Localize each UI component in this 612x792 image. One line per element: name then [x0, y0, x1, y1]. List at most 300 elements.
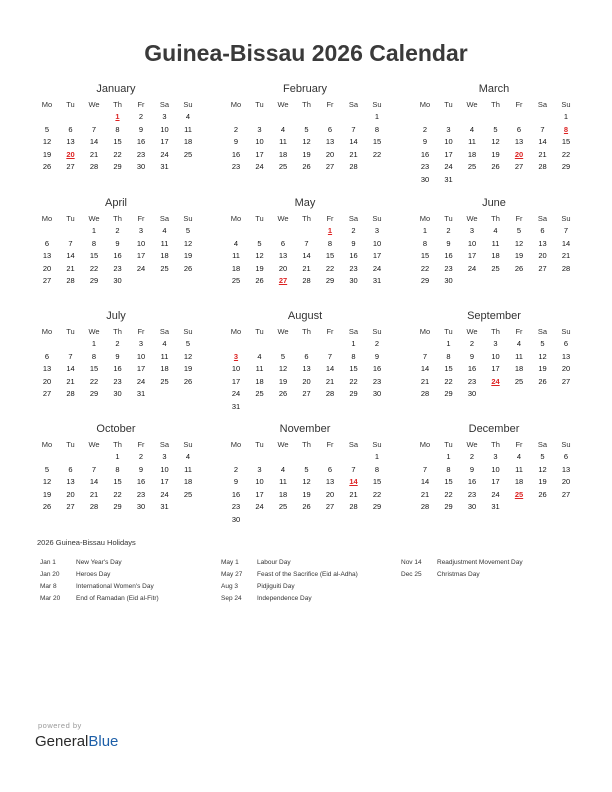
- day-cell: 8: [446, 464, 451, 474]
- weekday-header: Sa: [348, 214, 359, 223]
- day-cell: 13: [66, 477, 75, 486]
- day-cell: 25: [467, 162, 477, 171]
- weekday-header: Sa: [159, 214, 170, 223]
- weekday-header: We: [466, 440, 478, 449]
- day-cell: 5: [44, 464, 50, 474]
- holiday-day-cell: 25: [514, 489, 524, 499]
- day-cell: 23: [231, 162, 241, 171]
- day-cell: 22: [113, 149, 122, 159]
- weekday-header: Tu: [444, 327, 453, 336]
- day-cell: 20: [278, 263, 288, 273]
- weekday-header: Th: [491, 327, 500, 336]
- day-cell: 21: [89, 489, 99, 499]
- day-cell: 6: [304, 351, 309, 361]
- day-cell: 18: [183, 477, 193, 486]
- day-cell: 24: [491, 489, 500, 499]
- day-cell: 13: [66, 137, 75, 146]
- day-cell: 9: [422, 137, 428, 146]
- weekday-header: Fr: [515, 100, 523, 109]
- weekday-header: Th: [302, 440, 311, 449]
- day-cell: 4: [257, 351, 262, 361]
- weekday-header: We: [88, 100, 100, 109]
- day-cell: 20: [66, 489, 75, 499]
- holiday-day-cell: 27: [278, 276, 288, 285]
- holiday-name: Pidjiguiti Day: [257, 583, 295, 590]
- weekday-header: Su: [183, 214, 193, 223]
- day-cell: 6: [540, 226, 545, 235]
- day-cell: 3: [162, 452, 167, 461]
- weekday-header: We: [277, 327, 289, 336]
- day-cell: 25: [514, 376, 524, 386]
- holiday-date: Aug 3: [221, 583, 238, 590]
- day-cell: 10: [491, 351, 500, 361]
- weekday-header: Su: [372, 214, 382, 223]
- day-cell: 26: [302, 502, 311, 511]
- month-name: May: [294, 197, 316, 209]
- weekday-header: Tu: [255, 100, 264, 109]
- weekday-header: We: [88, 214, 100, 223]
- weekday-header: Su: [561, 327, 571, 336]
- day-cell: 28: [325, 389, 335, 398]
- weekday-header: Mo: [230, 440, 242, 449]
- weekday-header: Sa: [159, 440, 170, 449]
- day-cell: 26: [42, 502, 52, 511]
- day-cell: 18: [160, 364, 169, 373]
- weekday-header: Su: [183, 100, 193, 109]
- day-cell: 6: [44, 238, 50, 248]
- day-cell: 1: [351, 339, 356, 348]
- day-cell: 19: [42, 149, 52, 159]
- weekday-header: Mo: [230, 214, 242, 223]
- day-cell: 2: [351, 226, 356, 235]
- day-cell: 1: [374, 112, 380, 121]
- day-cell: 15: [349, 364, 358, 373]
- day-cell: 10: [467, 238, 477, 248]
- day-cell: 2: [446, 226, 451, 235]
- day-cell: 18: [491, 251, 500, 260]
- day-cell: 25: [183, 149, 193, 159]
- day-cell: 7: [91, 464, 97, 474]
- day-cell: 25: [231, 276, 241, 285]
- day-cell: 12: [538, 464, 547, 474]
- day-cell: 5: [516, 226, 522, 235]
- day-cell: 7: [563, 226, 569, 235]
- day-cell: 30: [349, 276, 358, 285]
- day-cell: 17: [491, 364, 500, 373]
- holiday-date: May 1: [221, 559, 239, 566]
- weekday-header: Th: [113, 100, 122, 109]
- weekday-header: Sa: [537, 100, 548, 109]
- day-cell: 7: [68, 351, 73, 361]
- day-cell: 5: [304, 464, 309, 474]
- day-cell: 7: [91, 124, 97, 134]
- month-name: October: [96, 423, 136, 435]
- day-cell: 9: [446, 238, 451, 248]
- day-cell: 12: [491, 137, 500, 146]
- weekday-header: Fr: [326, 440, 334, 449]
- day-cell: 14: [89, 137, 99, 146]
- day-cell: 22: [561, 149, 571, 159]
- day-cell: 23: [467, 489, 477, 499]
- day-cell: 13: [561, 464, 571, 474]
- day-cell: 9: [374, 351, 380, 361]
- day-cell: 26: [538, 489, 547, 499]
- day-cell: 23: [444, 263, 453, 273]
- day-cell: 16: [231, 149, 241, 159]
- day-cell: 28: [420, 389, 430, 398]
- day-cell: 18: [514, 477, 524, 486]
- month-name: July: [106, 310, 126, 322]
- day-cell: 27: [42, 389, 52, 398]
- day-cell: 20: [561, 477, 571, 486]
- holiday-date: Nov 14: [401, 559, 422, 566]
- day-cell: 20: [325, 149, 335, 159]
- day-cell: 28: [302, 276, 311, 285]
- holiday-date: Dec 25: [401, 571, 422, 578]
- day-cell: 21: [302, 263, 311, 273]
- day-cell: 10: [444, 137, 453, 146]
- day-cell: 6: [44, 351, 50, 361]
- day-cell: 2: [115, 339, 120, 348]
- weekday-header: Th: [113, 327, 122, 336]
- day-cell: 29: [113, 502, 122, 511]
- day-cell: 29: [349, 389, 358, 398]
- weekday-header: Th: [113, 440, 122, 449]
- day-cell: 1: [374, 452, 380, 461]
- month-name: August: [287, 310, 323, 322]
- day-cell: 26: [302, 162, 311, 171]
- day-cell: 2: [233, 464, 239, 474]
- day-cell: 19: [302, 489, 311, 499]
- day-cell: 4: [162, 339, 167, 348]
- day-cell: 19: [278, 376, 288, 386]
- day-cell: 19: [538, 364, 547, 373]
- holiday-day-cell: 14: [349, 477, 358, 486]
- day-cell: 18: [467, 149, 477, 159]
- day-cell: 8: [115, 464, 120, 474]
- day-cell: 1: [446, 452, 451, 461]
- weekday-header: Sa: [537, 214, 548, 223]
- day-cell: 23: [372, 376, 382, 386]
- day-cell: 1: [115, 452, 120, 461]
- weekday-header: Fr: [515, 214, 523, 223]
- day-cell: 28: [349, 502, 358, 511]
- day-cell: 13: [325, 137, 335, 146]
- month-name: December: [468, 423, 520, 435]
- day-cell: 30: [444, 276, 453, 285]
- day-cell: 28: [89, 162, 99, 171]
- day-cell: 8: [374, 464, 380, 474]
- day-cell: 23: [136, 149, 146, 159]
- day-cell: 22: [349, 376, 358, 386]
- day-cell: 15: [444, 477, 453, 486]
- weekday-header: Su: [372, 100, 382, 109]
- day-cell: 8: [351, 351, 356, 361]
- day-cell: 2: [138, 452, 144, 461]
- day-cell: 15: [561, 137, 571, 146]
- day-cell: 11: [184, 464, 192, 474]
- day-cell: 12: [183, 238, 193, 248]
- day-cell: 14: [538, 137, 547, 146]
- day-cell: 24: [136, 263, 146, 273]
- day-cell: 9: [351, 238, 356, 248]
- day-cell: 31: [491, 502, 500, 511]
- day-cell: 24: [467, 263, 477, 273]
- day-cell: 24: [231, 389, 241, 398]
- day-cell: 1: [422, 226, 428, 235]
- holiday-name: Christmas Day: [437, 571, 480, 578]
- day-cell: 10: [372, 238, 382, 248]
- day-cell: 26: [183, 263, 193, 273]
- day-cell: 14: [325, 364, 335, 373]
- day-cell: 27: [66, 162, 75, 171]
- day-cell: 20: [325, 489, 335, 499]
- day-cell: 20: [42, 263, 52, 273]
- day-cell: 21: [538, 149, 547, 159]
- day-cell: 24: [255, 502, 264, 511]
- holiday-day-cell: 1: [327, 226, 333, 235]
- day-cell: 25: [160, 376, 169, 386]
- day-cell: 31: [444, 174, 453, 184]
- day-cell: 15: [372, 477, 382, 486]
- day-cell: 30: [113, 389, 122, 398]
- day-cell: 28: [420, 502, 430, 511]
- day-cell: 15: [113, 477, 122, 486]
- weekday-header: Su: [561, 440, 571, 449]
- weekday-header: Th: [302, 214, 311, 223]
- day-cell: 19: [514, 251, 524, 260]
- weekday-header: Th: [491, 100, 500, 109]
- weekday-header: Mo: [41, 440, 53, 449]
- day-cell: 6: [68, 124, 73, 134]
- weekday-header: We: [466, 100, 478, 109]
- day-cell: 13: [325, 477, 335, 486]
- day-cell: 28: [538, 162, 547, 171]
- day-cell: 18: [183, 137, 193, 146]
- day-cell: 8: [422, 238, 428, 248]
- day-cell: 29: [89, 276, 99, 285]
- day-cell: 12: [302, 137, 311, 146]
- day-cell: 30: [113, 276, 122, 285]
- day-cell: 1: [563, 112, 569, 121]
- day-cell: 18: [514, 364, 524, 373]
- holiday-name: Independence Day: [257, 595, 312, 602]
- day-cell: 7: [422, 464, 428, 474]
- day-cell: 28: [89, 502, 99, 511]
- day-cell: 16: [136, 137, 146, 146]
- day-cell: 27: [325, 162, 335, 171]
- day-cell: 25: [160, 263, 169, 273]
- day-cell: 29: [89, 389, 99, 398]
- day-cell: 11: [515, 351, 523, 361]
- day-cell: 2: [469, 452, 475, 461]
- day-cell: 5: [493, 124, 498, 134]
- day-cell: 16: [444, 251, 453, 260]
- day-cell: 4: [516, 452, 522, 461]
- day-cell: 17: [491, 477, 500, 486]
- day-cell: 6: [563, 339, 569, 348]
- day-cell: 22: [444, 376, 453, 386]
- day-cell: 15: [89, 251, 99, 260]
- weekday-header: Tu: [444, 214, 453, 223]
- day-cell: 1: [91, 339, 97, 348]
- brand-general: General: [35, 733, 89, 750]
- day-cell: 17: [160, 477, 169, 486]
- day-cell: 28: [66, 276, 75, 285]
- day-cell: 5: [185, 226, 191, 235]
- day-cell: 24: [255, 162, 264, 171]
- day-cell: 10: [136, 238, 146, 248]
- day-cell: 30: [467, 389, 477, 398]
- month-name: March: [478, 83, 510, 95]
- day-cell: 12: [42, 137, 52, 146]
- day-cell: 4: [185, 112, 191, 121]
- day-cell: 27: [561, 489, 571, 499]
- weekday-header: Fr: [515, 440, 523, 449]
- day-cell: 18: [255, 376, 264, 386]
- brand-logo[interactable]: [35, 733, 118, 750]
- weekday-header: Mo: [419, 214, 431, 223]
- holidays-title: 2026 Guinea-Bissau Holidays: [37, 538, 136, 547]
- day-cell: 1: [91, 226, 97, 235]
- day-cell: 14: [420, 477, 430, 486]
- weekday-header: Tu: [444, 100, 453, 109]
- day-cell: 3: [138, 339, 144, 348]
- day-cell: 22: [325, 263, 335, 273]
- day-cell: 25: [491, 263, 500, 273]
- day-cell: 31: [372, 276, 382, 285]
- day-cell: 27: [538, 263, 547, 273]
- month-name: November: [279, 423, 331, 435]
- day-cell: 22: [89, 376, 99, 386]
- day-cell: 9: [115, 351, 120, 361]
- day-cell: 5: [44, 124, 50, 134]
- day-cell: 28: [561, 263, 571, 273]
- day-cell: 7: [304, 238, 309, 248]
- day-cell: 15: [325, 251, 335, 260]
- day-cell: 5: [540, 339, 545, 348]
- holiday-day-cell: 20: [66, 149, 75, 159]
- day-cell: 25: [255, 389, 264, 398]
- day-cell: 17: [444, 149, 453, 159]
- day-cell: 29: [372, 502, 382, 511]
- day-cell: 5: [280, 351, 286, 361]
- day-cell: 12: [538, 351, 547, 361]
- day-cell: 21: [66, 376, 75, 386]
- day-cell: 2: [422, 124, 428, 134]
- powered-by-text: powered by: [38, 721, 82, 730]
- day-cell: 3: [257, 464, 262, 474]
- day-cell: 18: [278, 149, 288, 159]
- day-cell: 20: [302, 376, 311, 386]
- holiday-day-cell: 8: [563, 124, 569, 134]
- weekday-header: Tu: [255, 440, 264, 449]
- day-cell: 30: [136, 162, 146, 171]
- weekday-header: Su: [372, 440, 382, 449]
- day-cell: 3: [446, 124, 451, 134]
- day-cell: 17: [136, 251, 146, 260]
- day-cell: 3: [162, 112, 167, 121]
- day-cell: 13: [42, 251, 52, 260]
- day-cell: 11: [515, 464, 523, 474]
- day-cell: 2: [233, 124, 239, 134]
- day-cell: 8: [446, 351, 451, 361]
- day-cell: 9: [138, 464, 144, 474]
- day-cell: 22: [372, 489, 382, 499]
- day-cell: 25: [278, 162, 288, 171]
- day-cell: 10: [136, 351, 146, 361]
- day-cell: 15: [372, 137, 382, 146]
- day-cell: 21: [89, 149, 99, 159]
- day-cell: 7: [540, 124, 545, 134]
- day-cell: 10: [231, 364, 241, 373]
- day-cell: 21: [420, 376, 430, 386]
- day-cell: 30: [420, 174, 430, 184]
- holiday-name: Readjustment Movement Day: [437, 559, 523, 566]
- day-cell: 6: [516, 124, 522, 134]
- weekday-header: Sa: [348, 440, 359, 449]
- holiday-name: New Year's Day: [76, 559, 122, 566]
- holiday-name: International Women's Day: [76, 583, 154, 590]
- weekday-header: Th: [302, 327, 311, 336]
- day-cell: 28: [66, 389, 75, 398]
- day-cell: 12: [255, 251, 264, 260]
- day-cell: 10: [491, 464, 500, 474]
- day-cell: 19: [183, 364, 193, 373]
- weekday-header: Tu: [255, 327, 264, 336]
- weekday-header: Sa: [348, 327, 359, 336]
- day-cell: 16: [467, 477, 477, 486]
- day-cell: 23: [113, 376, 122, 386]
- day-cell: 2: [115, 226, 120, 235]
- day-cell: 5: [257, 238, 262, 248]
- day-cell: 11: [279, 137, 287, 146]
- day-cell: 10: [160, 464, 169, 474]
- day-cell: 1: [446, 339, 451, 348]
- day-cell: 4: [469, 124, 475, 134]
- day-cell: 22: [420, 263, 430, 273]
- day-cell: 6: [68, 464, 73, 474]
- weekday-header: Th: [491, 440, 500, 449]
- day-cell: 29: [420, 276, 430, 285]
- weekday-header: Fr: [137, 214, 145, 223]
- day-cell: 14: [420, 364, 430, 373]
- weekday-header: Th: [491, 214, 500, 223]
- day-cell: 9: [469, 464, 475, 474]
- weekday-header: We: [277, 214, 289, 223]
- holiday-day-cell: 24: [491, 376, 500, 386]
- day-cell: 11: [279, 477, 287, 486]
- day-cell: 19: [183, 251, 193, 260]
- day-cell: 12: [302, 477, 311, 486]
- page-title: Guinea-Bissau 2026 Calendar: [144, 40, 468, 66]
- day-cell: 19: [302, 149, 311, 159]
- weekday-header: Sa: [348, 100, 359, 109]
- weekday-header: We: [466, 327, 478, 336]
- day-cell: 8: [115, 124, 120, 134]
- day-cell: 29: [444, 389, 453, 398]
- day-cell: 7: [422, 351, 428, 361]
- day-cell: 16: [420, 149, 430, 159]
- day-cell: 26: [278, 389, 288, 398]
- holiday-date: Jan 20: [40, 571, 60, 578]
- day-cell: 15: [89, 364, 99, 373]
- day-cell: 2: [374, 339, 380, 348]
- weekday-header: Fr: [326, 100, 334, 109]
- day-cell: 9: [469, 351, 475, 361]
- day-cell: 14: [302, 251, 311, 260]
- holiday-name: End of Ramadan (Eid al-Fitr): [76, 595, 159, 602]
